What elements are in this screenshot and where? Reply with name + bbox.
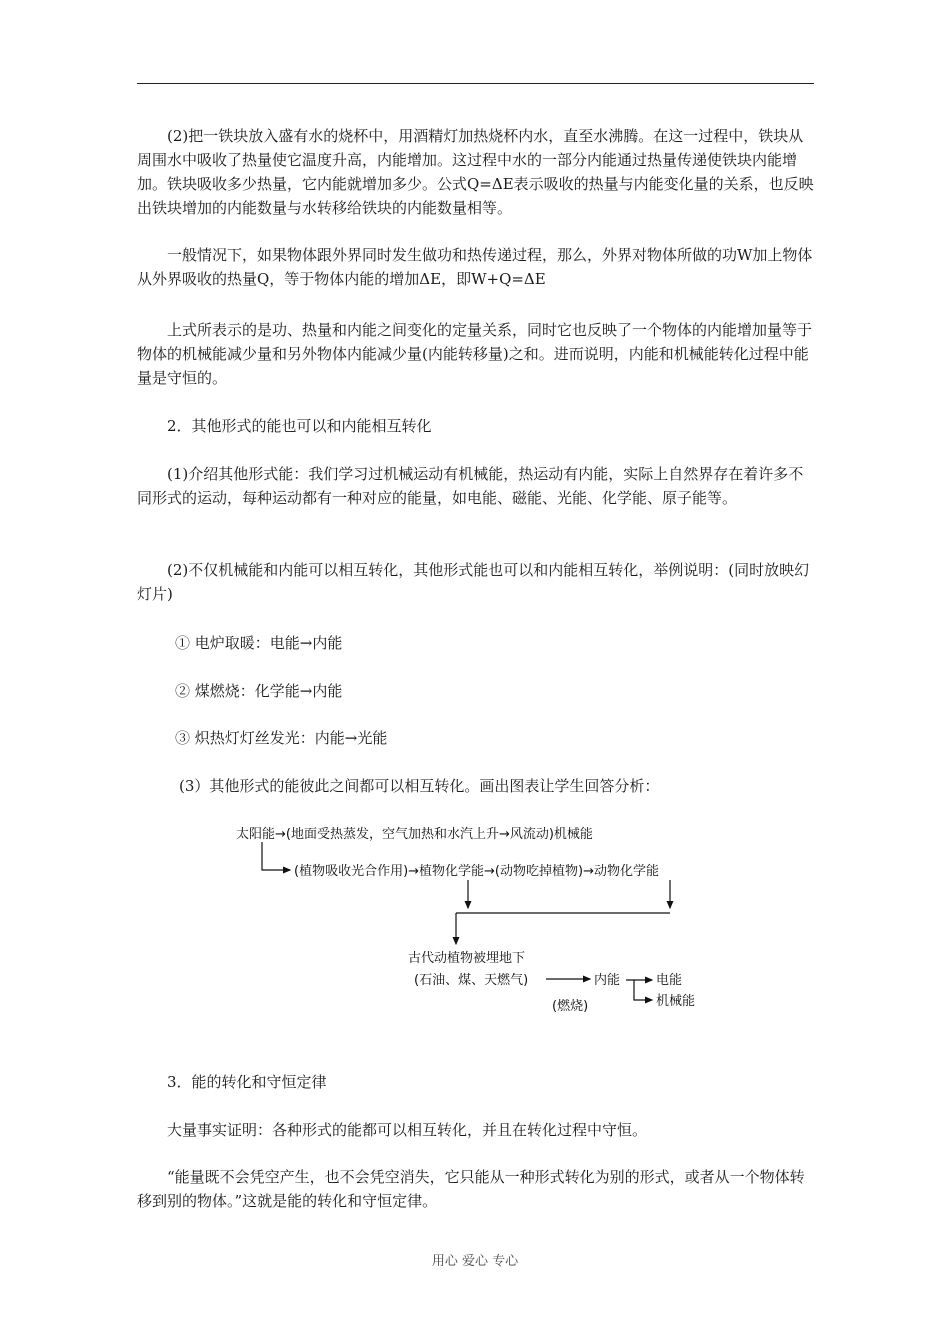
paragraph-fact-proof: 大量事实证明：各种形式的能都可以相互转化，并且在转化过程中守恒。 [167, 1121, 648, 1139]
paragraph-iron-block: (2)把一铁块放入盛有水的烧杯中，用酒精灯加热烧杯内水，直至水沸腾。在这一过程中，铁块从周围水中吸收了热量使它温度升高，内能增加。这过程中水的一部分内能通过热量传递使铁块内能增加。铁块吸收多少热量，它内能就增加多少。公式Q=ΔE表示吸收的热量与内能变化量的关系，也反映出铁块增加的内能数量与水转移给铁块的内能数量相等。 [137, 127, 814, 217]
diagram-fossil-line1: 古代动植物被埋地下 [408, 951, 526, 966]
diagram-electric-energy: 电能 [656, 973, 683, 988]
diagram-line-solar: 太阳能→(地面受热蒸发，空气加热和水汽上升→风流动)机械能 [236, 827, 593, 842]
diagram-internal-energy: 内能 [594, 973, 621, 988]
section-heading-3: 3．能的转化和守恒定律 [167, 1073, 327, 1091]
header-rule [137, 83, 814, 84]
diagram-mechanical-arrow [626, 980, 652, 1000]
example-item-2: ② 煤燃烧：化学能→内能 [175, 682, 343, 700]
paragraph-general-case: 一般情况下，如果物体跟外界同时发生做功和热传递过程，那么，外界对物体所做的功W加上物体从外界吸收的热量Q，等于物体内能的增加ΔE，即W+Q=ΔE [137, 246, 813, 288]
energy-conversion-diagram [228, 818, 728, 1028]
diagram-line-plant: (植物吸收光合作用)→植物化学能→(动物吃掉植物)→动物化学能 [294, 864, 659, 879]
example-item-1: ① 电炉取暖：电能→内能 [175, 634, 343, 652]
diagram-fossil-line2: (石油、煤、天燃气) [414, 973, 529, 988]
paragraph-mutual-conversion: (2)不仅机械能和内能可以相互转化，其他形式能也可以和内能相互转化，举例说明：(同时放映幻灯片) [137, 561, 810, 603]
diagram-burn-label: (燃烧) [552, 999, 589, 1014]
paragraph-quantitative-relation: 上式所表示的是功、热量和内能之间变化的定量关系，同时它也反映了一个物体的内能增加量等于物体的机械能减少量和另外物体内能减少量(内能转移量)之和。进而说明，内能和机械能转化过程中能量是守恒的。 [137, 321, 813, 387]
paragraph-diagram-intro: (3）其他形式的能彼此之间都可以相互转化。画出图表让学生回答分析： [179, 777, 660, 795]
paragraph-conservation-law: “能量既不会凭空产生，也不会凭空消失，它只能从一种形式转化为别的形式，或者从一个物体转移到别的物体。”这就是能的转化和守恒定律。 [137, 1168, 805, 1210]
example-item-3: ③ 炽热灯灯丝发光：内能→光能 [175, 729, 388, 747]
paragraph-other-energy-forms: (1)介绍其他形式能：我们学习过机械运动有机械能，热运动有内能，实际上自然界存在着许多不同形式的运动，每种运动都有一种对应的能量，如电能、磁能、光能、化学能、原子能等。 [137, 465, 804, 507]
page-footer: 用心 爱心 专心 [431, 1254, 519, 1269]
diagram-mechanical-energy: 机械能 [656, 994, 696, 1009]
diagram-branch-arrow [262, 842, 290, 870]
section-heading-2: 2．其他形式的能也可以和内能相互转化 [167, 417, 432, 435]
